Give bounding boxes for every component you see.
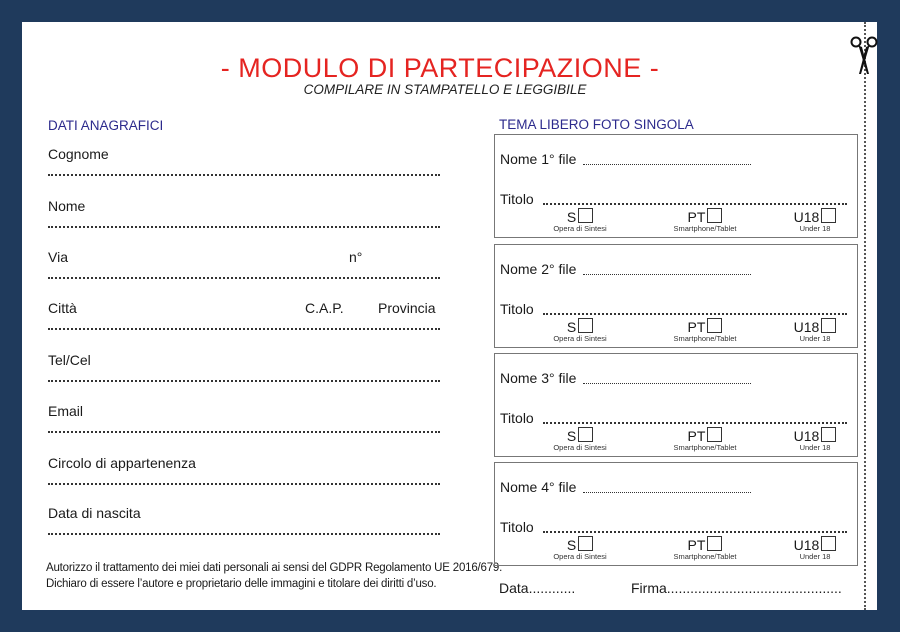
personal-data-heading: DATI ANAGRAFICI	[48, 118, 164, 133]
option-u18-4	[785, 536, 845, 561]
option-s-code: S	[566, 209, 577, 225]
file-4-field[interactable]	[583, 492, 751, 493]
option-u18-desc: Under 18	[799, 552, 831, 561]
title-3-label: Titolo	[500, 410, 534, 426]
form-subtitle: COMPILARE IN STAMPATELLO E LEGGIBILE	[303, 82, 587, 97]
option-s-desc: Opera di Sintesi	[553, 334, 607, 343]
surname-field[interactable]	[48, 174, 440, 176]
birthdate-label: Data di nascita	[48, 505, 141, 521]
option-pt-desc: Smartphone/Tablet	[673, 334, 737, 343]
photo-entry-1	[494, 134, 858, 238]
option-u18-code: U18	[793, 209, 820, 225]
option-u18-checkbox[interactable]	[821, 318, 836, 333]
option-pt-3	[665, 427, 745, 452]
option-u18-code: U18	[793, 319, 820, 335]
photo-entry-3	[494, 353, 858, 457]
file-1-label: Nome 1° file	[500, 151, 577, 167]
option-u18-desc: Under 18	[799, 443, 831, 452]
province-label: Provincia	[378, 300, 436, 316]
surname-label: Cognome	[48, 146, 109, 162]
option-s-checkbox[interactable]	[578, 318, 593, 333]
option-u18-2	[785, 318, 845, 343]
title-1-field[interactable]	[543, 203, 847, 205]
option-s-desc: Opera di Sintesi	[553, 224, 607, 233]
street-field[interactable]	[48, 277, 440, 279]
cut-line	[864, 22, 866, 610]
postal-code-label: C.A.P.	[305, 300, 344, 316]
option-s-code: S	[566, 319, 577, 335]
option-pt-desc: Smartphone/Tablet	[673, 552, 737, 561]
option-s-checkbox[interactable]	[578, 427, 593, 442]
phone-field[interactable]	[48, 380, 440, 382]
photo-entry-2	[494, 244, 858, 348]
scissors-icon	[850, 34, 878, 78]
option-pt-2	[665, 318, 745, 343]
name-field[interactable]	[48, 226, 440, 228]
option-s-4	[550, 536, 610, 561]
consent-line-1: Autorizzo il trattamento dei miei dati personali ai sensi del GDPR Regolamento UE 2016/679.	[46, 562, 503, 574]
club-field[interactable]	[48, 483, 440, 485]
title-2-field[interactable]	[543, 313, 847, 315]
name-label: Nome	[48, 198, 86, 214]
option-pt-1	[665, 208, 745, 233]
file-1-field[interactable]	[583, 164, 751, 165]
email-field[interactable]	[48, 431, 440, 433]
email-label: Email	[48, 403, 84, 419]
option-u18-3	[785, 427, 845, 452]
option-pt-desc: Smartphone/Tablet	[673, 443, 737, 452]
option-u18-checkbox[interactable]	[821, 536, 836, 551]
file-3-field[interactable]	[583, 383, 751, 384]
option-u18-desc: Under 18	[799, 224, 831, 233]
photo-entry-4	[494, 462, 858, 566]
option-s-1	[550, 208, 610, 233]
club-label: Circolo di appartenenza	[48, 455, 196, 471]
option-pt-code: PT	[687, 209, 706, 225]
signature-label[interactable]: Firma.............................................	[631, 580, 842, 596]
city-field[interactable]	[48, 328, 440, 330]
option-s-desc: Opera di Sintesi	[553, 443, 607, 452]
option-pt-checkbox[interactable]	[707, 318, 722, 333]
file-4-label: Nome 4° file	[500, 479, 577, 495]
file-3-label: Nome 3° file	[500, 370, 577, 386]
date-label[interactable]: Data............	[499, 580, 576, 596]
option-s-checkbox[interactable]	[578, 208, 593, 223]
title-2-label: Titolo	[500, 301, 534, 317]
option-pt-checkbox[interactable]	[707, 208, 722, 223]
option-u18-checkbox[interactable]	[821, 208, 836, 223]
option-pt-checkbox[interactable]	[707, 427, 722, 442]
file-2-label: Nome 2° file	[500, 261, 577, 277]
option-s-code: S	[566, 428, 577, 444]
title-1-label: Titolo	[500, 191, 534, 207]
option-s-checkbox[interactable]	[578, 536, 593, 551]
phone-label: Tel/Cel	[48, 352, 91, 368]
title-4-field[interactable]	[543, 531, 847, 533]
option-u18-code: U18	[793, 537, 820, 553]
file-2-field[interactable]	[583, 274, 751, 275]
form-title: - MODULO DI PARTECIPAZIONE -	[220, 53, 660, 83]
option-pt-code: PT	[687, 537, 706, 553]
option-s-code: S	[566, 537, 577, 553]
consent-line-2: Dichiaro di essere l’autore e proprietario delle immagini e titolare dei diritti d’uso.	[46, 578, 437, 590]
birthdate-field[interactable]	[48, 533, 440, 535]
city-label: Città	[48, 300, 77, 316]
option-pt-4	[665, 536, 745, 561]
title-4-label: Titolo	[500, 519, 534, 535]
option-s-3	[550, 427, 610, 452]
option-s-2	[550, 318, 610, 343]
street-label: Via	[48, 249, 68, 265]
option-pt-desc: Smartphone/Tablet	[673, 224, 737, 233]
option-u18-code: U18	[793, 428, 820, 444]
option-s-desc: Opera di Sintesi	[553, 552, 607, 561]
street-number-label: n°	[349, 249, 363, 265]
option-u18-1	[785, 208, 845, 233]
option-pt-code: PT	[687, 428, 706, 444]
option-pt-checkbox[interactable]	[707, 536, 722, 551]
title-3-field[interactable]	[543, 422, 847, 424]
photo-section-heading: TEMA LIBERO FOTO SINGOLA	[499, 117, 694, 132]
option-u18-checkbox[interactable]	[821, 427, 836, 442]
option-u18-desc: Under 18	[799, 334, 831, 343]
option-pt-code: PT	[687, 319, 706, 335]
